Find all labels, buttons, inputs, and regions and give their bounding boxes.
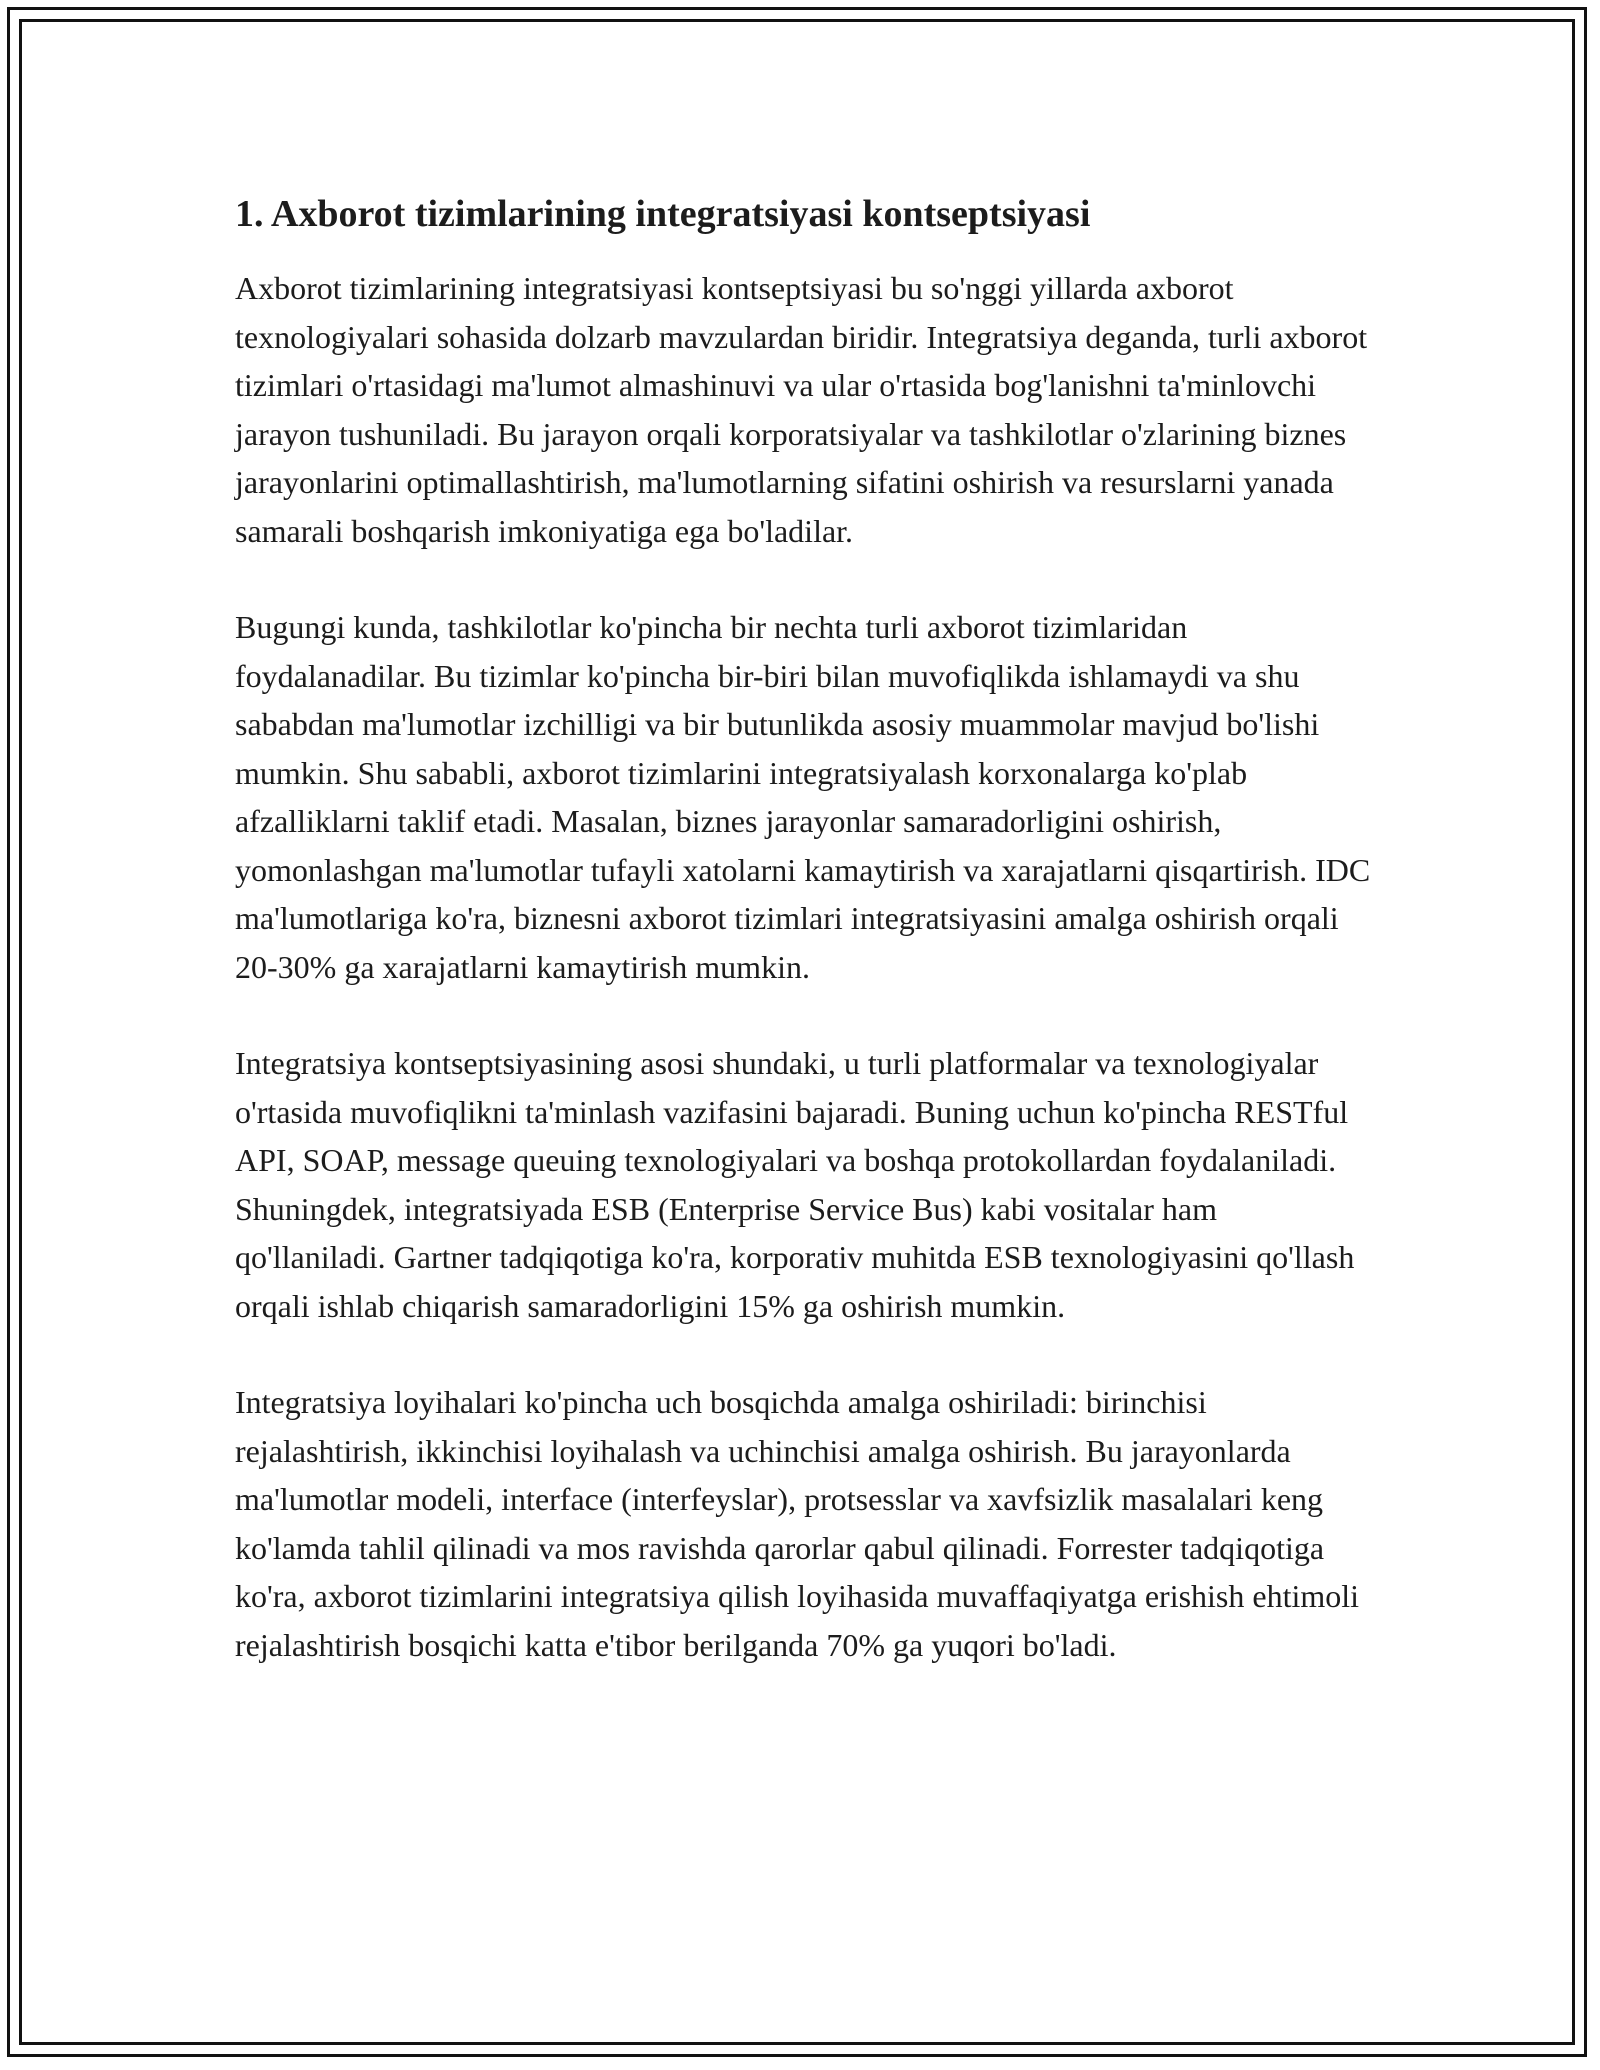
- paragraph-1: Axborot tizimlarining integratsiyasi kontseptsiyasi bu so'nggi yillarda axborot texnologiyalari sohasida dolzarb mavzulardan biridir. Integratsiya deganda, turli axborot tizimlari o'rtasidagi ma'lumot almashinuvi va ular o'rtasida bog'lanishni ta'minlovchi jarayon tushuniladi. Bu jarayon orqali korporatsiyalar va tashkilotlar o'zlarining biznes jarayonlarini optimallashtirish, ma'lumotlarning sifatini oshirish va resurslarni yanada samarali boshqarish imkoniyatiga ega bo'ladilar.: [235, 270, 1368, 549]
- paragraph-3: Integratsiya kontseptsiyasining asosi shundaki, u turli platformalar va texnologiyalar o'rtasida muvofiqlikni ta'minlash vazifasini bajaradi. Buning uchun ko'pincha RESTful API, SOAP, message queuing texnologiyalari va boshqa protokollardan foydalaniladi. Shuningdek, integratsiyada ESB (Enterprise Service Bus) kabi vositalar ham qo'llaniladi. Gartner tadqiqotiga ko'ra, korporativ muhitda ESB texnologiyasini qo'llash orqali ishlab chiqarish samaradorligini 15% ga oshirish mumkin.: [235, 1045, 1355, 1324]
- document-body: [235, 186, 1375, 1669]
- paragraph-2: Bugungi kunda, tashkilotlar ko'pincha bir nechta turli axborot tizimlaridan foydalanadilar. Bu tizimlar ko'pincha bir-biri bilan muvofiqlikda ishlamaydi va shu sababdan ma'lumotlar izchilligi va bir butunlikda asosiy muammolar mavjud bo'lishi mumkin. Shu sababli, axborot tizimlarini integratsiyalash korxonalarga ko'plab afzalliklarni taklif etadi. Masalan, biznes jarayonlar samaradorligini oshirish, yomonlashgan ma'lumotlar tufayli xatolarni kamaytirish va xarajatlarni qisqartirish. IDC ma'lumotlariga ko'ra, biznesni axborot tizimlari integratsiyasini amalga oshirish orqali 20-30% ga xarajatlarni kamaytirish mumkin.: [235, 609, 1371, 985]
- section-heading: 1. Axborot tizimlarining integratsiyasi kontseptsiyasi: [235, 193, 1091, 235]
- paragraph-4: Integratsiya loyihalari ko'pincha uch bosqichda amalga oshiriladi: birinchisi rejalashtirish, ikkinchisi loyihalash va uchinchisi amalga oshirish. Bu jarayonlarda ma'lumotlar modeli, interface (interfeyslar), protsesslar va xavfsizlik masalalari keng ko'lamda tahlil qilinadi va mos ravishda qarorlar qabul qilinadi. Forrester tadqiqotiga ko'ra, axborot tizimlarini integratsiya qilish loyihasida muvaffaqiyatga erishish ehtimoli rejalashtirish bosqichi katta e'tibor berilganda 70% ga yuqori bo'ladi.: [235, 1384, 1360, 1663]
